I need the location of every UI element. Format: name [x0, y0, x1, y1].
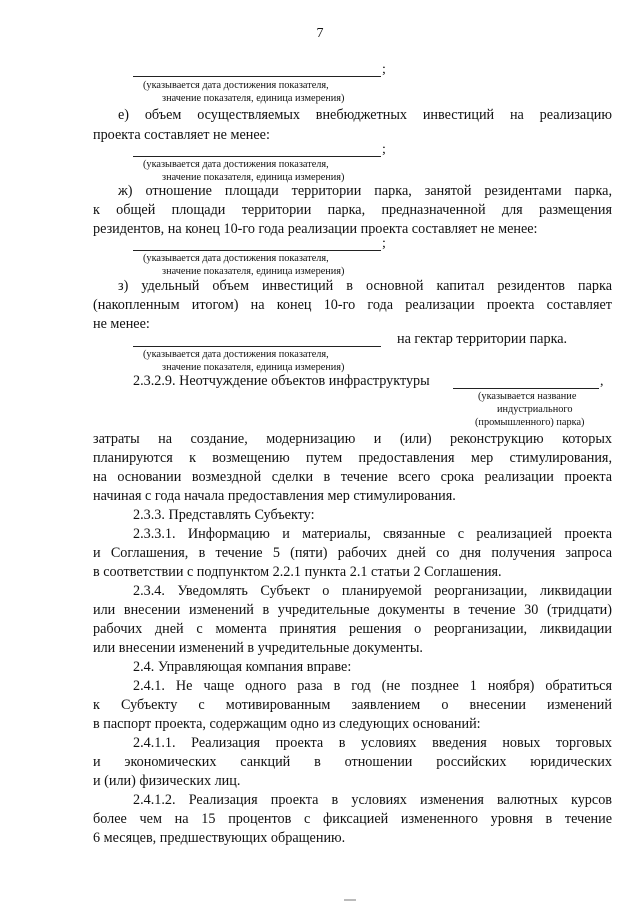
clause-2-4-1-2-line: 6 месяцев, предшествующих обращению.: [93, 830, 346, 846]
blank-caption-unit: значение показателя, единица измерения): [162, 93, 345, 104]
park-name-caption: (промышленного) парка): [475, 417, 585, 428]
blank-semicolon: ;: [382, 236, 386, 251]
item-z-line: з) удельный объем инвестиций в основной капитал резидентов парка: [118, 278, 612, 294]
park-name-caption: (указывается название: [478, 391, 577, 402]
blank-semicolon: ;: [382, 142, 386, 157]
clause-2-3-4-line: или внесении изменений в учредительные документы.: [93, 640, 423, 656]
clause-2-3-3-1-line: 2.3.3.1. Информацию и материалы, связанные с реализацией проекта: [133, 526, 612, 542]
blank-caption-date: (указывается дата достижения показателя,: [143, 253, 329, 264]
clause-2-4-1-line: к Субъекту с мотивированным заявлением о внесении изменений: [93, 697, 612, 713]
clause-2-4-1-1-line: 2.4.1.1. Реализация проекта в условиях введения новых торговых: [133, 735, 612, 751]
clause-2-3-2-9: 2.3.2.9. Неотчуждение объектов инфраструктуры: [133, 373, 430, 389]
value-blank-line: [133, 76, 381, 77]
clause-2-4-1-line: 2.4.1. Не чаще одного раза в год (не позднее 1 ноября) обратиться: [133, 678, 612, 694]
blank-caption-unit: значение показателя, единица измерения): [162, 266, 345, 277]
clause-2-4-1-2-line: 2.4.1.2. Реализация проекта в условиях изменения валютных курсов: [133, 792, 612, 808]
page-bottom-mark: [344, 899, 356, 901]
clause-2-3-4-line: или внесении изменений в учредительные документы в течение 30 (тридцати): [93, 602, 612, 618]
value-blank-line: [133, 156, 381, 157]
blank-caption-date: (указывается дата достижения показателя,: [143, 80, 329, 91]
costs-line: затраты на создание, модернизацию и (или) реконструкцию которых: [93, 431, 612, 447]
item-zh-line: ж) отношение площади территории парка, занятой резидентами парка,: [118, 183, 612, 199]
item-z-line: не менее:: [93, 316, 150, 332]
blank-comma: ,: [600, 374, 604, 389]
clause-2-4-1-1-line: и экономических санкций в отношении российских юридических: [93, 754, 612, 770]
clause-2-3-4-line: рабочих дней с момента принятия решения о реорганизации, ликвидации: [93, 621, 612, 637]
clause-2-3-3-1-line: в соответствии с подпунктом 2.2.1 пункта 2.1 статьи 2 Соглашения.: [93, 564, 502, 580]
park-name-blank-line: [453, 388, 599, 389]
page-number: 7: [316, 26, 324, 41]
blank-caption-date: (указывается дата достижения показателя,: [143, 159, 329, 170]
clause-2-4-1-1-line: и (или) физических лиц.: [93, 773, 241, 789]
blank-caption-unit: значение показателя, единица измерения): [162, 172, 345, 183]
clause-2-4-1-2-line: более чем на 15 процентов с фиксацией измененного уровня в течение: [93, 811, 612, 827]
item-z-line: (накопленным итогом) на конец 10-го года реализации проекта составляет: [93, 297, 612, 313]
clause-2-3-3-1-line: и Соглашения, в течение 5 (пяти) рабочих дней со дня получения запроса: [93, 545, 612, 561]
park-name-caption: индустриального: [497, 404, 573, 415]
item-e-line: е) объем осуществляемых внебюджетных инвестиций на реализацию: [118, 107, 612, 123]
clause-2-4-1-line: в паспорт проекта, содержащим одно из следующих оснований:: [93, 716, 481, 732]
blank-caption-date: (указывается дата достижения показателя,: [143, 349, 329, 360]
blank-caption-unit: значение показателя, единица измерения): [162, 362, 345, 373]
clause-2-3-3: 2.3.3. Представлять Субъекту:: [133, 507, 315, 523]
costs-line: начиная с года начала предоставления мер стимулирования.: [93, 488, 456, 504]
item-zh-line: резидентов, на конец 10-го года реализации проекта составляет не менее:: [93, 221, 538, 237]
item-e-line: проекта составляет не менее:: [93, 127, 270, 143]
clause-2-4: 2.4. Управляющая компания вправе:: [133, 659, 352, 675]
clause-2-3-4-line: 2.3.4. Уведомлять Субъект о планируемой реорганизации, ликвидации: [133, 583, 612, 599]
costs-line: планируются к возмещению путем предоставления мер стимулирования,: [93, 450, 612, 466]
costs-line: на основании возмездной сделки в течение всего срока реализации проекта: [93, 469, 612, 485]
item-zh-line: к общей площади территории парка, предназначенной для размещения: [93, 202, 612, 218]
per-hectare-text: на гектар территории парка.: [397, 331, 568, 347]
blank-semicolon: ;: [382, 62, 386, 77]
value-blank-line: [133, 346, 381, 347]
value-blank-line: [133, 250, 381, 251]
